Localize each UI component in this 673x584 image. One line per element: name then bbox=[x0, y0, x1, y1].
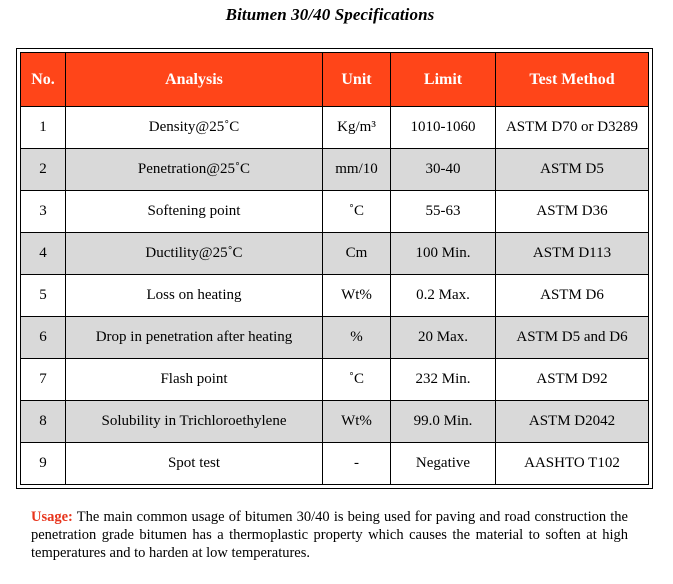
spec-table-frame bbox=[16, 48, 653, 489]
cell-unit: - bbox=[323, 443, 391, 485]
cell-limit: 30-40 bbox=[391, 149, 496, 191]
header-test-method: Test Method bbox=[496, 53, 649, 107]
cell-limit: 232 Min. bbox=[391, 359, 496, 401]
cell-limit: 1010-1060 bbox=[391, 107, 496, 149]
cell-limit: 20 Max. bbox=[391, 317, 496, 359]
cell-no: 7 bbox=[21, 359, 66, 401]
cell-unit: Kg/m³ bbox=[323, 107, 391, 149]
table-header-row bbox=[21, 53, 649, 107]
table-row bbox=[21, 191, 649, 233]
header-limit: Limit bbox=[391, 53, 496, 107]
cell-no: 2 bbox=[21, 149, 66, 191]
cell-no: 5 bbox=[21, 275, 66, 317]
cell-unit: Wt% bbox=[323, 401, 391, 443]
usage-paragraph bbox=[31, 508, 628, 562]
cell-no: 3 bbox=[21, 191, 66, 233]
cell-unit: Wt% bbox=[323, 275, 391, 317]
cell-method: ASTM D5 bbox=[496, 149, 649, 191]
table-row bbox=[21, 233, 649, 275]
table-row bbox=[21, 401, 649, 443]
cell-unit: % bbox=[323, 317, 391, 359]
cell-unit: mm/10 bbox=[323, 149, 391, 191]
cell-analysis: Loss on heating bbox=[66, 275, 323, 317]
cell-unit: ˚C bbox=[323, 359, 391, 401]
cell-limit: 55-63 bbox=[391, 191, 496, 233]
usage-label: Usage: bbox=[31, 509, 73, 525]
header-no: No. bbox=[21, 53, 66, 107]
cell-unit: Cm bbox=[323, 233, 391, 275]
table-row bbox=[21, 317, 649, 359]
table-row bbox=[21, 443, 649, 485]
cell-unit: ˚C bbox=[323, 191, 391, 233]
cell-method: AASHTO T102 bbox=[496, 443, 649, 485]
table-row bbox=[21, 149, 649, 191]
cell-analysis: Solubility in Trichloroethylene bbox=[66, 401, 323, 443]
header-analysis: Analysis bbox=[66, 53, 323, 107]
table-row bbox=[21, 359, 649, 401]
cell-analysis: Ductility@25˚C bbox=[66, 233, 323, 275]
page-title: Bitumen 30/40 Specifications bbox=[225, 5, 435, 24]
cell-method: ASTM D113 bbox=[496, 233, 649, 275]
cell-limit: Negative bbox=[391, 443, 496, 485]
cell-method: ASTM D6 bbox=[496, 275, 649, 317]
cell-no: 4 bbox=[21, 233, 66, 275]
cell-limit: 100 Min. bbox=[391, 233, 496, 275]
cell-no: 6 bbox=[21, 317, 66, 359]
cell-analysis: Flash point bbox=[66, 359, 323, 401]
cell-no: 8 bbox=[21, 401, 66, 443]
usage-text: The main common usage of bitumen 30/40 is being used for paving and road construction the penetration grade bitumen has a thermoplastic property which causes the material to soften at high temperatures and to harden at low temperatures. bbox=[31, 509, 628, 561]
spec-table bbox=[20, 52, 649, 485]
table-row bbox=[21, 275, 649, 317]
header-unit: Unit bbox=[323, 53, 391, 107]
cell-analysis: Spot test bbox=[66, 443, 323, 485]
cell-method: ASTM D92 bbox=[496, 359, 649, 401]
cell-analysis: Drop in penetration after heating bbox=[66, 317, 323, 359]
table-row bbox=[21, 107, 649, 149]
cell-no: 1 bbox=[21, 107, 66, 149]
cell-analysis: Density@25˚C bbox=[66, 107, 323, 149]
cell-no: 9 bbox=[21, 443, 66, 485]
cell-limit: 99.0 Min. bbox=[391, 401, 496, 443]
cell-method: ASTM D5 and D6 bbox=[496, 317, 649, 359]
cell-method: ASTM D2042 bbox=[496, 401, 649, 443]
cell-limit: 0.2 Max. bbox=[391, 275, 496, 317]
cell-method: ASTM D36 bbox=[496, 191, 649, 233]
cell-analysis: Penetration@25˚C bbox=[66, 149, 323, 191]
cell-analysis: Softening point bbox=[66, 191, 323, 233]
cell-method: ASTM D70 or D3289 bbox=[496, 107, 649, 149]
